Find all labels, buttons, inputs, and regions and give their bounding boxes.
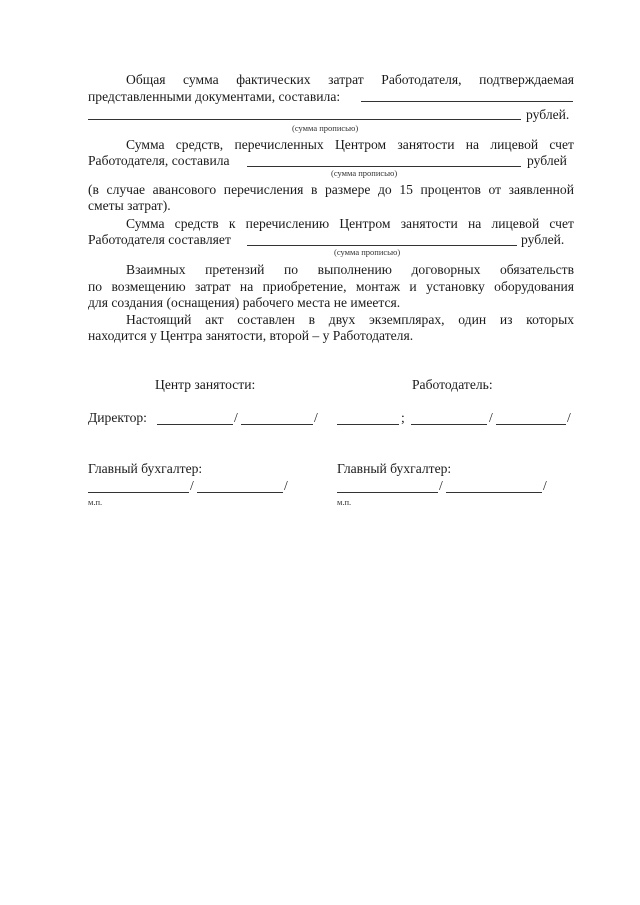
director-signature-blank[interactable] <box>157 424 233 425</box>
slash: / <box>543 478 547 493</box>
accountant-label-right: Главный бухгалтер: <box>337 461 452 476</box>
p1-amount-blank-a[interactable] <box>361 101 573 102</box>
employer-name-blank[interactable] <box>496 424 566 425</box>
right-heading: Работодатель: <box>412 377 493 392</box>
slash: / <box>190 478 194 493</box>
slash: / <box>489 410 493 425</box>
p3-rubles: рублей. <box>521 232 565 247</box>
stamp-left: м.п. <box>88 497 103 507</box>
p2-amount-blank[interactable] <box>247 166 521 167</box>
p1-line2: представленными документами, составила: <box>88 89 341 104</box>
stamp-right: м.п. <box>337 497 352 507</box>
p3-amount-blank[interactable] <box>247 245 517 246</box>
p4-line2: по возмещению затрат на приобретение, монтаж и установку оборудования <box>88 279 574 294</box>
slash: / <box>234 410 238 425</box>
p3-line1: Сумма средств к перечислению Центром занятости на лицевой счет <box>126 216 574 231</box>
accountant-right-signature-blank[interactable] <box>337 492 438 493</box>
accountant-label-left: Главный бухгалтер: <box>88 461 203 476</box>
p3-line2: Работодателя составляет <box>88 232 231 247</box>
p1-amount-blank-b[interactable] <box>88 119 521 120</box>
p2-rubles: рублей <box>527 153 567 168</box>
employer-position-blank[interactable] <box>337 424 399 425</box>
p2-line1: Сумма средств, перечисленных Центром занятости на лицевой счет <box>126 137 574 152</box>
p1-line1: Общая сумма фактических затрат Работодателя, подтверждаемая <box>126 72 574 87</box>
slash: / <box>439 478 443 493</box>
p2-line2: Работодателя, составила <box>88 153 230 168</box>
p2-line4: сметы затрат). <box>88 198 171 213</box>
slash: / <box>567 410 571 425</box>
p2-caption: (сумма прописью) <box>331 168 398 178</box>
left-heading: Центр занятости: <box>155 377 256 392</box>
director-label: Директор: <box>88 410 147 425</box>
p3-caption: (сумма прописью) <box>334 247 401 257</box>
accountant-left-name-blank[interactable] <box>197 492 283 493</box>
p4-line3: для создания (оснащения) рабочего места не имеется. <box>88 295 401 310</box>
accountant-right-name-blank[interactable] <box>446 492 542 493</box>
slash: / <box>284 478 288 493</box>
director-name-blank[interactable] <box>241 424 313 425</box>
accountant-left-signature-blank[interactable] <box>88 492 189 493</box>
p5-line2: находится у Центра занятости, второй – у Работодателя. <box>88 328 414 343</box>
semicolon: ; <box>401 410 405 425</box>
employer-signature-blank[interactable] <box>411 424 487 425</box>
p4-line1: Взаимных претензий по выполнению договорных обязательств <box>126 262 574 277</box>
slash: / <box>314 410 318 425</box>
p1-caption: (сумма прописью) <box>292 123 359 133</box>
p2-line3: (в случае авансового перечисления в размере до 15 процентов от заявленной <box>88 182 574 197</box>
p5-line1: Настоящий акт составлен в двух экземплярах, один из которых <box>126 312 574 327</box>
p1-rubles: рублей. <box>526 107 570 122</box>
